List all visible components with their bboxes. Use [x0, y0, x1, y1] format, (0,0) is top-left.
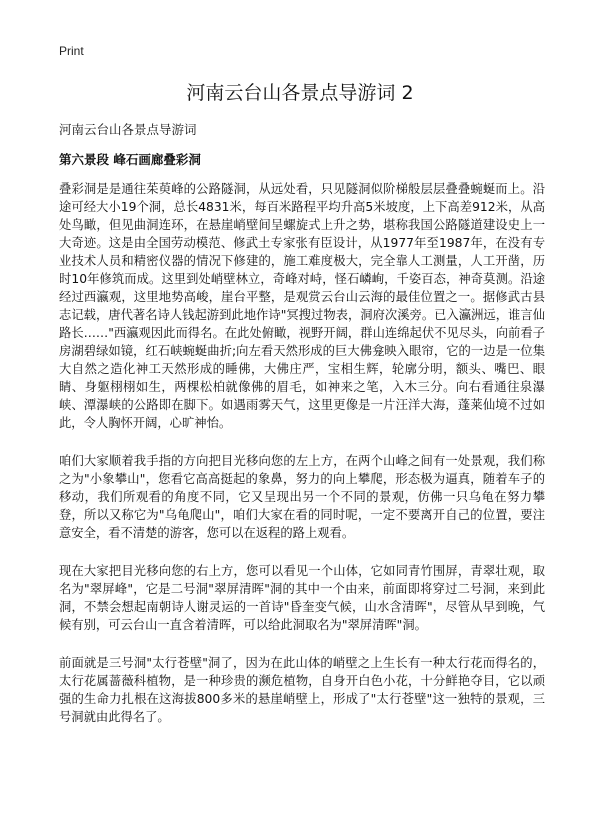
paragraph-2: 咱们大家顺着我手指的方向把目光移向您的左上方，在两个山峰之间有一处景观，我们称之为"小象攀山"，您看它高高挺起的象鼻，努力的向上攀爬，形态极为逼真，随着车子的移动，我们所观看的角度不同，它又呈现出另一个不同的景观，仿佛一只乌龟在努力攀登，所以又称它为"乌龟爬山"，咱们大家在看的同时呢，一定不要离开自己的位置，要注意安全，看不清楚的游客，您可以在返程的路上观看。: [59, 454, 545, 540]
section-heading: 第六景段 峰石画廊叠彩洞: [59, 152, 201, 167]
paragraph-3: 现在大家把目光移向您的右上方，您可以看见一个山体，它如同青竹围屏，青翠壮观，取名为"翠屏峰"，它是二号洞"翠屏清晖"洞的其中一个由来，前面即将穿过二号洞，来到此洞，不禁会想起南朝诗人谢灵运的一首诗"昏奎变气候，山水含清晖"，尽管从早到晚，气候有别，可云台山一直含着清晖，可以给此洞取名为"翠屏清晖"洞。: [59, 564, 545, 632]
document-subtitle: 河南云台山各景点导游词: [59, 122, 197, 137]
document-title: 河南云台山各景点导游词 2: [186, 82, 414, 104]
document-body: [59, 180, 545, 746]
paragraph-4: 前面就是三号洞"太行苍壁"洞了，因为在此山体的峭壁之上生长有一种太行花而得名的，太行花属蔷薇科植物，是一种珍贵的濒危植物，自身开白色小花，十分鲜艳夺目，它以顽强的生命力扎根在这海拔800多米的悬崖峭壁上，形成了"太行苍壁"这一独特的景观，三号洞就由此得名了。: [59, 656, 545, 724]
paragraph-1: 叠彩洞是是通往茱萸峰的公路隧洞，从远处看，只见隧洞似阶梯般层层叠叠蜿蜒而上。沿途可经大小19个洞，总长4831米，每百米路程平均升高5米坡度，上下高差912米，从高处鸟瞰，但见曲洞连环，在悬崖峭壁间呈螺旋式上升之势，堪称我国公路隧道建设史上一大奇迹。这是由全国劳动模范、修武土专家张有臣设计，从1977年至1987年，在没有专业技术人员和精密仪器的情况下修建的，施工难度极大，完全靠人工测量，人工开凿，历时10年修筑而成。这里到处峭壁林立，奇峰对峙，怪石嶙峋，千姿百态，神奇莫测。沿途经过西瀛观，这里地势高峻，崖台平整，是观赏云台山云海的最佳位置之一。据修武古县志记载，唐代著名诗人钱起游到此地作诗"冥搜过物表，洞府次溪旁。已入瀛洲远，谁言仙路长……"西瀛观因此而得名。在此处俯瞰，视野开阔，群山连绵起伏不见尽头，向前看子房湖碧绿如镜，红石峡蜿蜒曲折;向左看天然形成的巨大佛龛映入眼帘，它的一边是一位集大自然之造化神工天然形成的睡佛，大佛庄严，宝相生辉，轮廓分明，额头、嘴巴、眼睛、身躯栩栩如生，两棵松柏就像佛的眉毛，如神来之笔，入木三分。向右看通往泉瀑峡、潭瀑峡的公路即在脚下。如遇雨雾天气，这里更像是一片汪洋大海，蓬莱仙境不过如此，令人胸怀开阔，心旷神怡。: [59, 182, 545, 430]
print-link[interactable]: Print: [59, 44, 84, 58]
